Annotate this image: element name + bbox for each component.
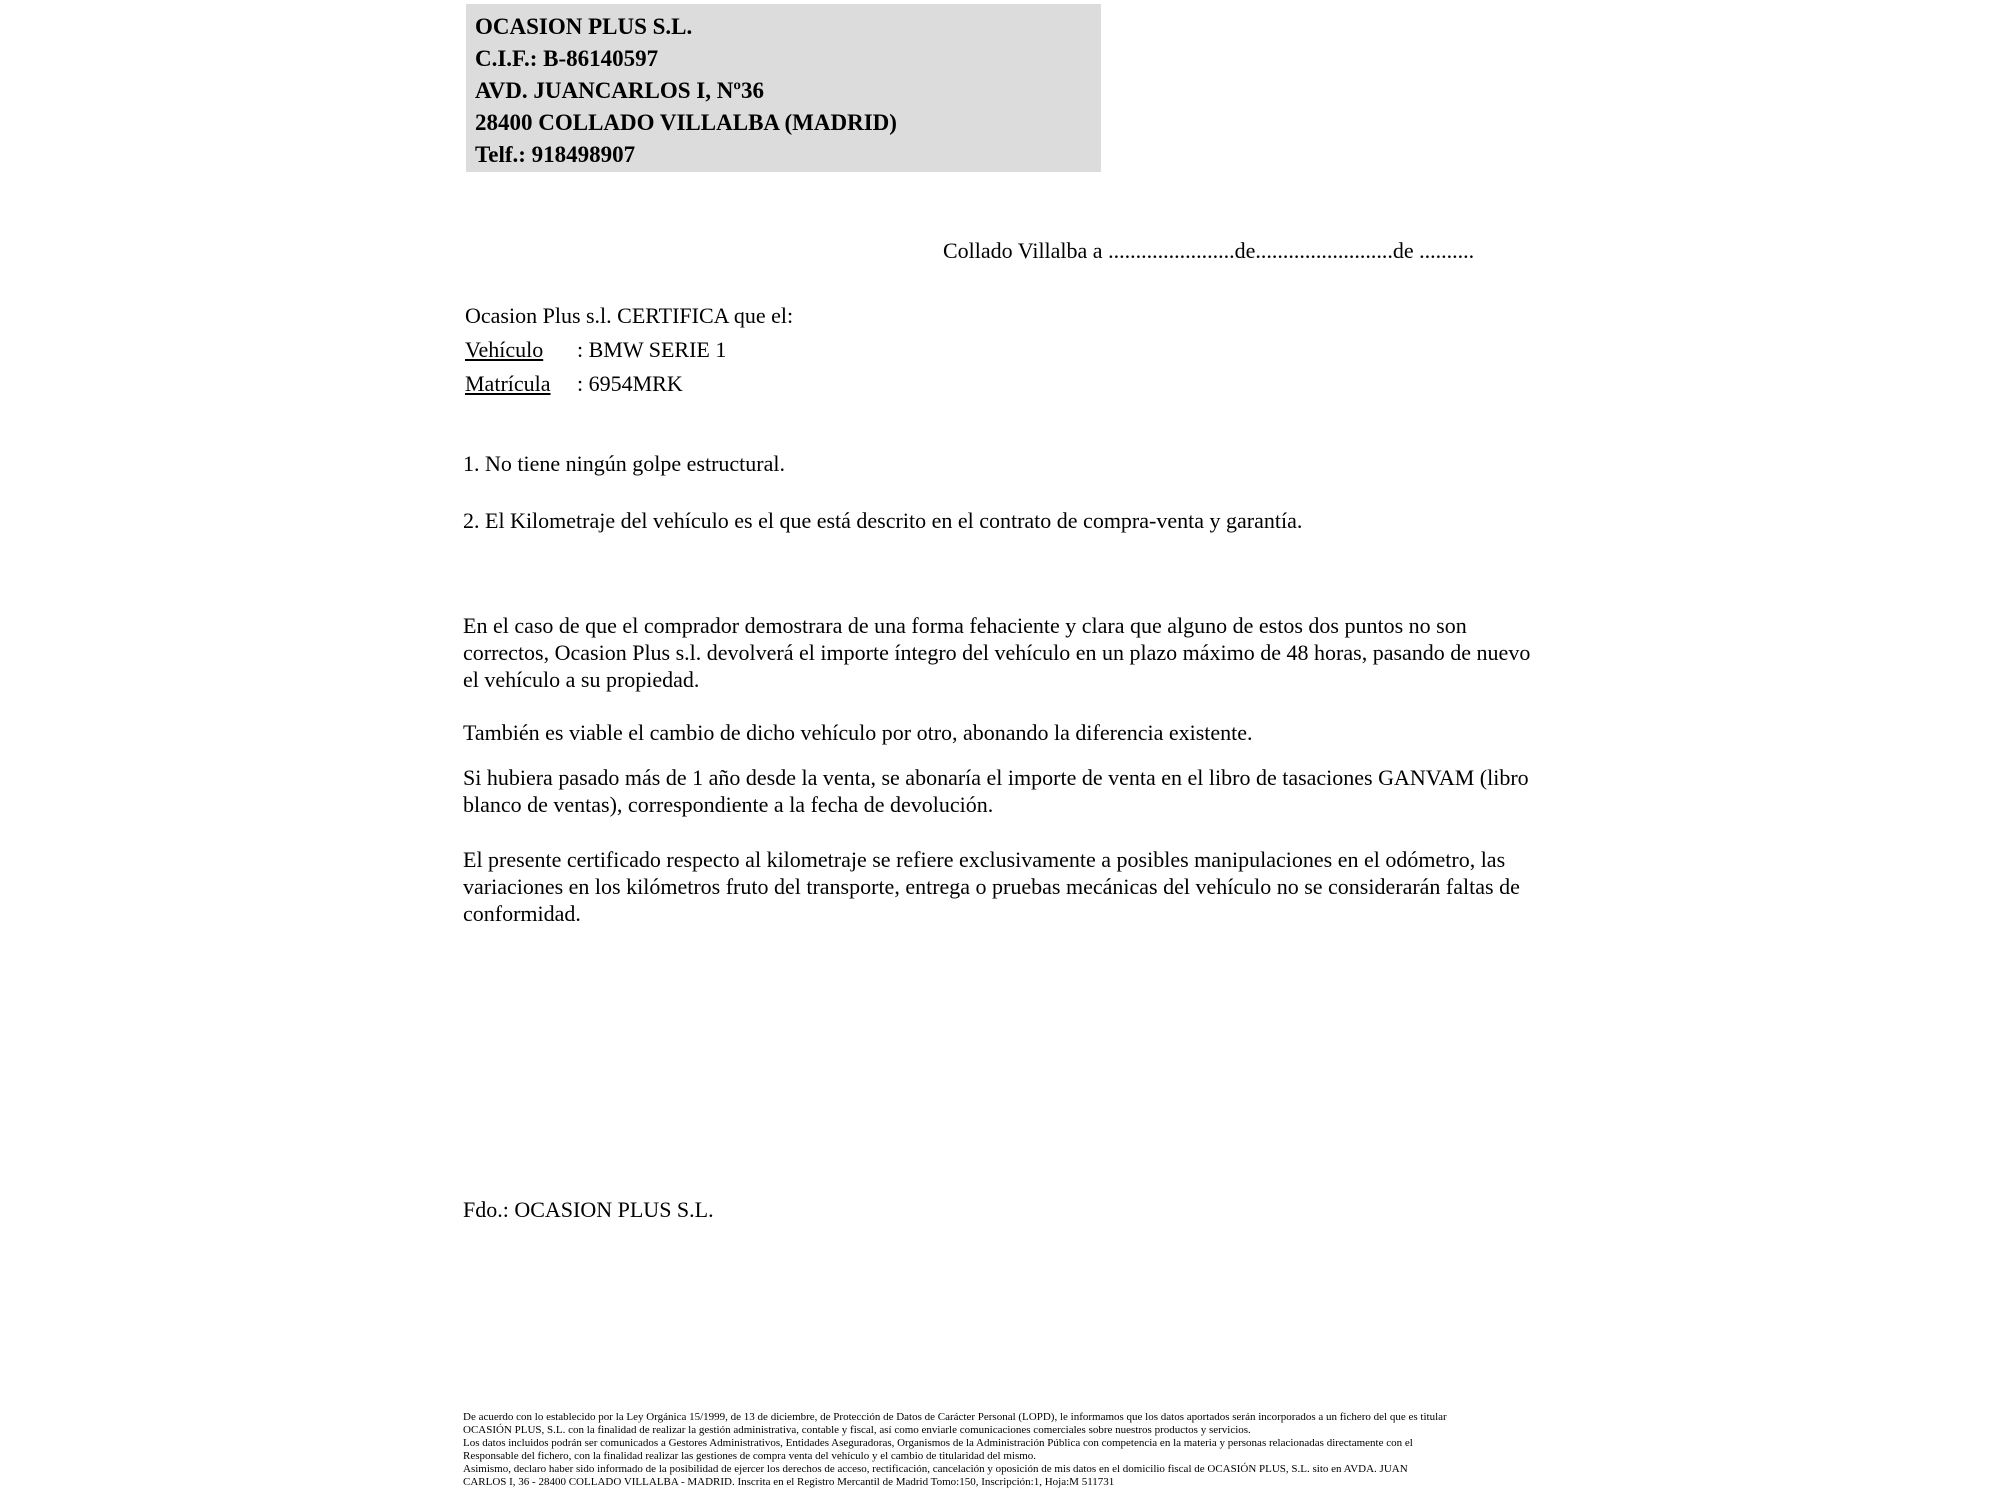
legal-line-1: De acuerdo con lo establecido por la Ley Orgánica 15/1999, de 13 de diciembre, de Protección de Datos de Carácter Personal (LOPD), le informamos que los datos aportados serán incorporados a un fichero del que es titular	[463, 1411, 1447, 1423]
legal-line-6: CARLOS I, 36 - 28400 COLLADO VILLALBA - MADRID. Inscrita en el Registro Mercantil de Madrid Tomo:150, Inscripción:1, Hoja:M 511731	[463, 1475, 1115, 1488]
company-phone: Telf.: 918498907	[475, 142, 636, 167]
vehicle-row	[465, 333, 793, 367]
company-name: OCASION PLUS S.L.	[475, 14, 693, 39]
body-paragraph-odometer: El presente certificado respecto al kilometraje se refiere exclusivamente a posibles manipulaciones en el odómetro, las variaciones en los kilómetros fruto del transporte, entrega o pruebas mecánicas del vehículo no se considerarán faltas de conformidad.	[463, 847, 1520, 926]
statement-item-1: 1. No tiene ningún golpe estructural.	[463, 451, 785, 476]
plate-label: Matrícula	[465, 371, 551, 396]
plate-row	[465, 367, 793, 401]
vehicle-label: Vehículo	[465, 337, 544, 362]
company-header-box	[466, 4, 1101, 172]
company-city: 28400 COLLADO VILLALBA (MADRID)	[475, 110, 897, 135]
statement-item-2: 2. El Kilometraje del vehículo es el que está descrito en el contrato de compra-venta y garantía.	[463, 508, 1303, 533]
vehicle-value: : BMW SERIE 1	[577, 337, 727, 362]
date-line: Collado Villalba a .......................de.........................de ..........	[943, 238, 1475, 263]
certify-section	[465, 299, 793, 401]
legal-line-5: Asimismo, declaro haber sido informado de la posibilidad de ejercer los derechos de acceso, rectificación, cancelación y oposición de mis datos en el domicilio fiscal de OCASIÓN PLUS, S.L. sito en AVDA. JUAN	[463, 1462, 1408, 1475]
legal-line-3: Los datos incluidos podrán ser comunicados a Gestores Administrativos, Entidades Aseguradoras, Organismos de la Administración Pública con competencia en la materia y personas relacionadas directamente con el	[463, 1436, 1413, 1449]
plate-value: : 6954MRK	[577, 371, 683, 396]
certify-intro: Ocasion Plus s.l. CERTIFICA que el:	[465, 303, 794, 328]
signature-line: Fdo.: OCASION PLUS S.L.	[463, 1197, 714, 1222]
body-paragraph-refund: En el caso de que el comprador demostrara de una forma fehaciente y clara que alguno de estos dos puntos no son correctos, Ocasion Plus s.l. devolverá el importe íntegro del vehículo en un plazo máximo de 48 horas, pasando de nuevo el vehículo a su propiedad.	[463, 613, 1531, 692]
company-cif: C.I.F.: B-86140597	[475, 46, 659, 71]
body-paragraph-exchange: También es viable el cambio de dicho vehículo por otro, abonando la diferencia existente.	[463, 720, 1253, 745]
company-address: AVD. JUANCARLOS I, Nº36	[475, 78, 764, 103]
legal-line-4: Responsable del fichero, con la finalidad realizar las gestiones de compra venta del vehículo y el cambio de titularidad del mismo.	[463, 1449, 1037, 1462]
legal-line-2: OCASIÓN PLUS, S.L. con la finalidad de realizar la gestión administrativa, contable y fiscal, así como enviarle comunicaciones comerciales sobre nuestros productos y servicios.	[463, 1423, 1251, 1436]
body-paragraph-ganvam: Si hubiera pasado más de 1 año desde la venta, se abonaría el importe de venta en el libro de tasaciones GANVAM (libro blanco de ventas), correspondiente a la fecha de devolución.	[463, 765, 1529, 817]
legal-notice	[463, 1411, 1603, 1488]
